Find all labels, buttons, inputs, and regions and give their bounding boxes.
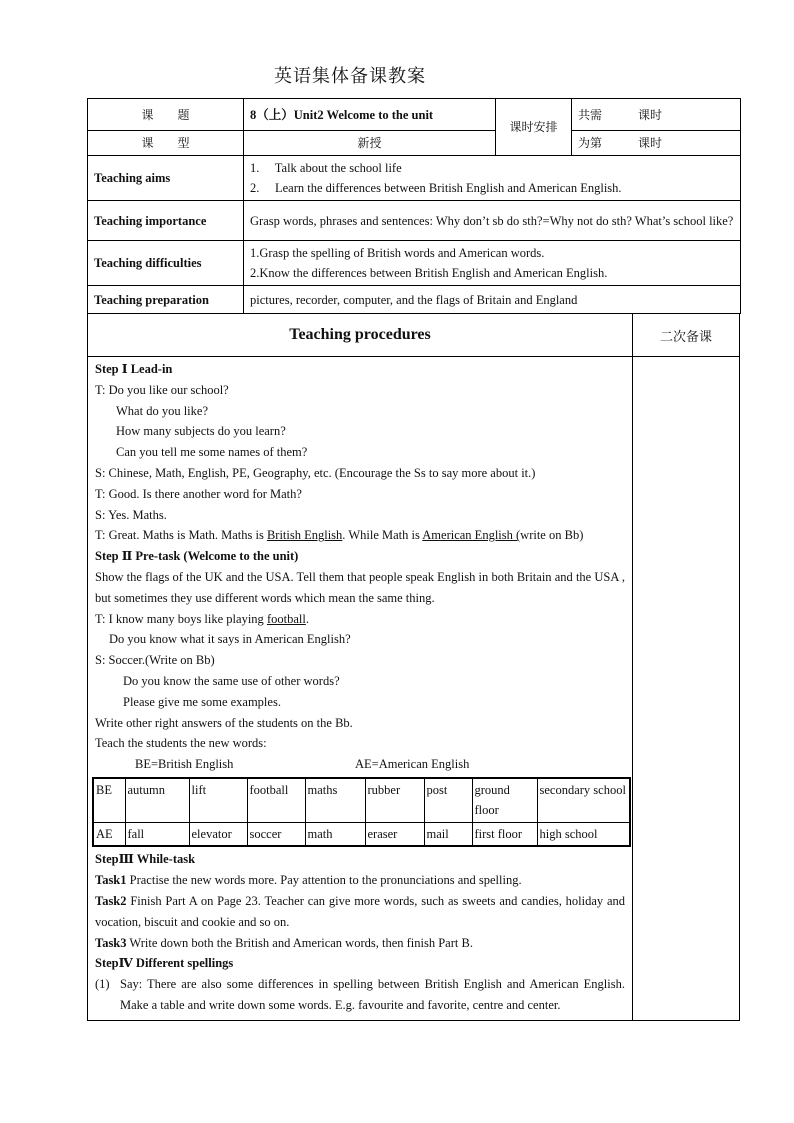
importance-label: Teaching importance [88,201,244,241]
task-label: Task3 [95,935,127,950]
step2-title: Step Ⅱ Pre-task (Welcome to the unit) [95,549,299,564]
type-value: 新授 [244,131,496,156]
table-cell: eraser [365,822,424,846]
procedures-section [87,314,740,1021]
text-span: write on Bb) [520,528,584,543]
task-label: Task2 [95,894,127,909]
revision-title: 二次备课 [633,314,739,357]
aims-label: Teaching aims [88,156,244,201]
total-periods-label: 共需 课时 [572,99,741,131]
topic-label: 课 题 [88,99,244,131]
aim-item: 1. Talk about the school life [250,161,402,175]
importance-content: Grasp words, phrases and sentences: Why don’t sb do sth?=Why not do sth? What’s school like? [244,201,741,241]
difficulty-item: 1.Grasp the spelling of British words and American words. [250,246,545,260]
text-span: Finish Part A on Page 23. Teacher can give more words, such as sweets and candies, holiday and vocation, biscuit and cookie and so on. [95,894,625,929]
word-comparison-table [92,777,631,848]
document-title: 英语集体备课教案 [274,66,426,87]
legend-line [95,754,625,775]
text-line: S: Yes. Maths. [95,507,167,522]
text-line [95,609,625,630]
underlined-term: American English ( [422,528,521,543]
task-label: Task1 [95,873,127,888]
text-span: T: Great. Maths is Math. Maths is [95,528,267,543]
table-cell: soccer [247,822,305,846]
preparation-label: Teaching preparation [88,286,244,314]
lesson-plan [87,98,740,1021]
text-line: Please give me some examples. [123,694,281,709]
text-line: T: Do you like our school? [95,382,229,397]
text-span: Practise the new words more. Pay attention to the pronunciations and spelling. [126,873,522,888]
item-number: (1) [95,977,110,992]
procedures-title: Teaching procedures [88,314,632,357]
table-cell: BE [93,778,125,823]
text-line: S: Soccer.(Write on Bb) [95,653,215,668]
text-line [95,891,625,933]
text-line: Do you know what it says in American English? [109,632,351,647]
step3-title: StepⅢ While-task [95,852,196,867]
difficulty-item: 2.Know the differences between British English and American English. [250,266,608,280]
numbered-item [95,974,625,1016]
type-label: 课 型 [88,131,244,156]
text-span: T: I know many boys like playing [95,611,267,626]
table-row [93,822,630,846]
text-line [95,933,625,954]
text-line: Write other right answers of the students on the Bb. [95,715,353,730]
text-line [95,525,625,546]
table-cell: AE [93,822,125,846]
table-cell: football [247,778,305,823]
text-line: S: Chinese, Math, English, PE, Geography, etc. (Encourage the Ss to say more about it.) [95,465,536,480]
text-line: Can you tell me some names of them? [116,445,308,460]
ae-legend: AE=American English [355,757,470,772]
underlined-term: football [266,611,306,626]
table-cell: ground floor [472,778,537,823]
table-cell: mail [424,822,472,846]
revision-column [633,314,739,1020]
table-cell: fall [125,822,189,846]
table-cell: rubber [365,778,424,823]
text-span: . [305,611,309,626]
table-cell: high school [537,822,630,846]
current-period-label: 为第 课时 [572,131,741,156]
text-span: Write down both the British and American words, then finish Part B. [126,935,473,950]
text-line: Do you know the same use of other words? [123,673,340,688]
procedures-main [88,314,633,1020]
difficulties-label: Teaching difficulties [88,241,244,286]
aims-content [244,156,741,201]
text-line: What do you like? [116,403,208,418]
table-cell: autumn [125,778,189,823]
text-line: Teach the students the new words: [95,736,267,751]
text-line: T: Good. Is there another word for Math? [95,486,302,501]
topic-value: 8（上）Unit2 Welcome to the unit [244,99,496,131]
be-legend: BE=British English [135,757,234,772]
lesson-header-table [87,98,741,314]
table-cell: maths [305,778,365,823]
table-cell: first floor [472,822,537,846]
table-cell: lift [189,778,247,823]
procedures-body [88,357,632,1020]
text-line [95,870,625,891]
table-cell: elevator [189,822,247,846]
difficulties-content [244,241,741,286]
table-cell: secondary school [537,778,630,823]
step1-title: Step Ⅰ Lead-in [95,362,173,376]
preparation-content: pictures, recorder, computer, and the flags of Britain and England [244,286,741,314]
text-line: How many subjects do you learn? [116,424,286,439]
text-span: . While Math is [342,528,423,543]
table-row [93,778,630,823]
schedule-label: 课时安排 [496,99,572,156]
underlined-term: British English [266,528,343,543]
table-cell: post [424,778,472,823]
aim-item: 2. Learn the differences between British English and American English. [250,181,622,195]
table-cell: math [305,822,365,846]
item-text: Say: There are also some differences in spelling between British English and American English. Make a table and write down some words. E.g. favourite and favorite, centre and center. [120,977,625,1013]
text-line: Show the flags of the UK and the USA. Tell them that people speak English in both Britain and the USA , but sometimes they use different words which mean the same thing. [95,569,625,605]
step4-title: StepⅣ Different spellings [95,956,234,971]
